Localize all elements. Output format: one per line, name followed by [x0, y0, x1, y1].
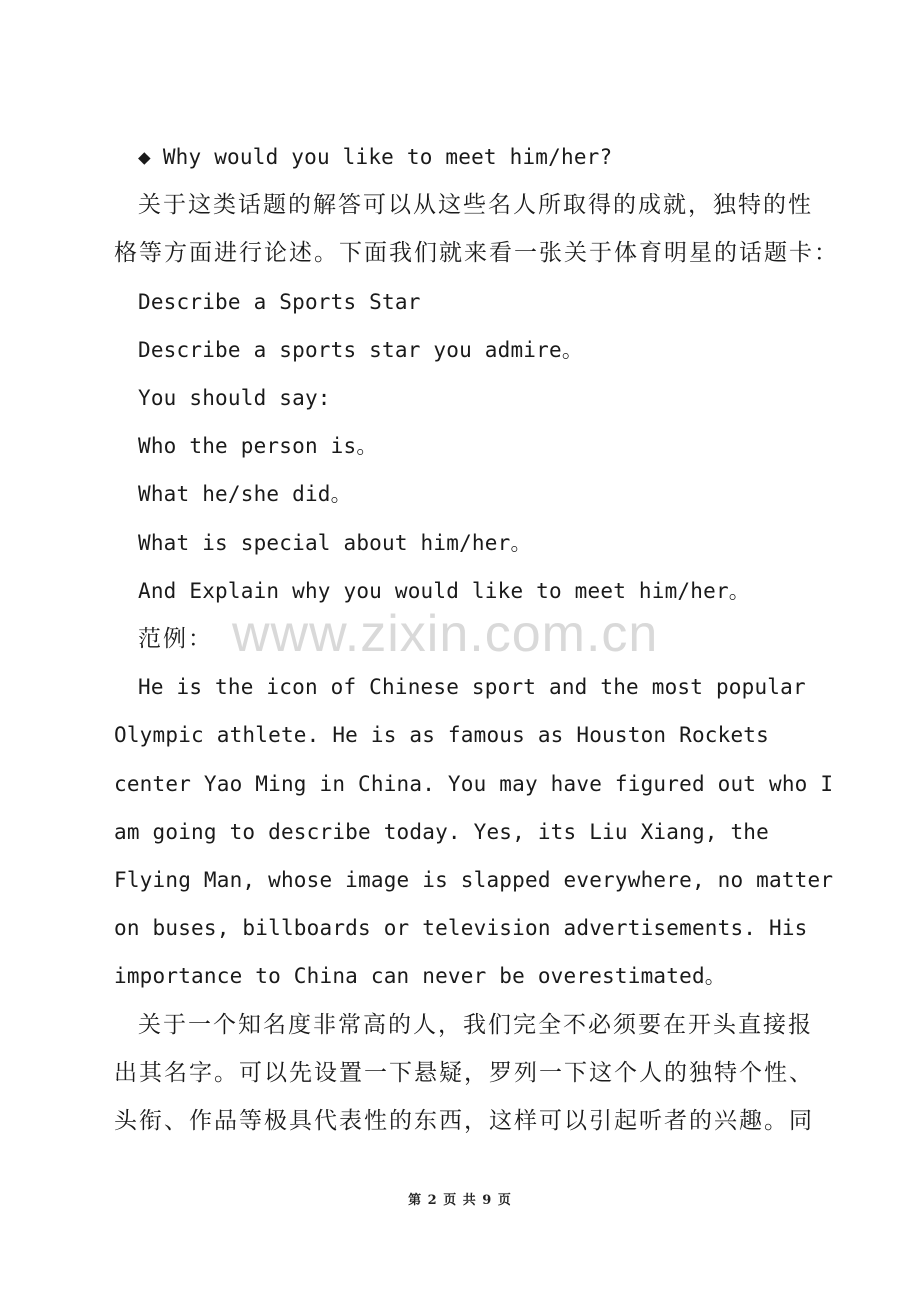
watermark: www.zixin.com.cn	[232, 605, 659, 663]
topic-card-title: Describe a Sports Star	[138, 290, 421, 314]
sample-answer-line: am going to describe today. Yes, its Liu Xiang, the	[114, 820, 769, 844]
advice-line-3: 头衔、作品等极具代表性的东西，这样可以引起听者的兴趣。同	[114, 1108, 814, 1134]
topic-card-line: Who the person is。	[138, 434, 378, 458]
topic-card-line: You should say:	[138, 386, 331, 410]
sample-answer-line: He is the icon of Chinese sport and the most popular	[138, 675, 806, 699]
sample-answer-line: center Yao Ming in China. You may have figured out who I	[114, 772, 834, 796]
advice-line-1: 关于一个知名度非常高的人，我们完全不必须要在开头直接报	[138, 1012, 813, 1038]
question-heading	[138, 142, 612, 172]
topic-card-line: What he/she did。	[138, 482, 352, 506]
sample-answer-line: importance to China can never be overestimated。	[114, 964, 726, 988]
sample-answer-line: Olympic athlete. He is as famous as Houston Rockets	[114, 723, 769, 747]
advice-line-2: 出其名字。可以先设置一下悬疑，罗列一下这个人的独特个性、	[114, 1060, 814, 1086]
example-label: 范例：	[138, 626, 213, 652]
topic-card-line: What is special about him/her。	[138, 531, 532, 555]
page-number-footer: 第 2 页 共 9 页	[408, 1193, 512, 1208]
question-text: Why would you like to meet him/her?	[162, 145, 613, 169]
sample-answer-line: on buses, billboards or television advertisements. His	[114, 916, 808, 940]
sample-answer-line: Flying Man, whose image is slapped everywhere, no matter	[114, 868, 834, 892]
intro-line-2: 格等方面进行论述。下面我们就来看一张关于体育明星的话题卡：	[114, 240, 839, 266]
topic-card-line: And Explain why you would like to meet him/her。	[138, 579, 750, 603]
diamond-bullet-icon: ◆	[138, 145, 151, 169]
topic-card-line: Describe a sports star you admire。	[138, 338, 584, 362]
intro-line-1: 关于这类话题的解答可以从这些名人所取得的成就，独特的性	[138, 192, 813, 218]
